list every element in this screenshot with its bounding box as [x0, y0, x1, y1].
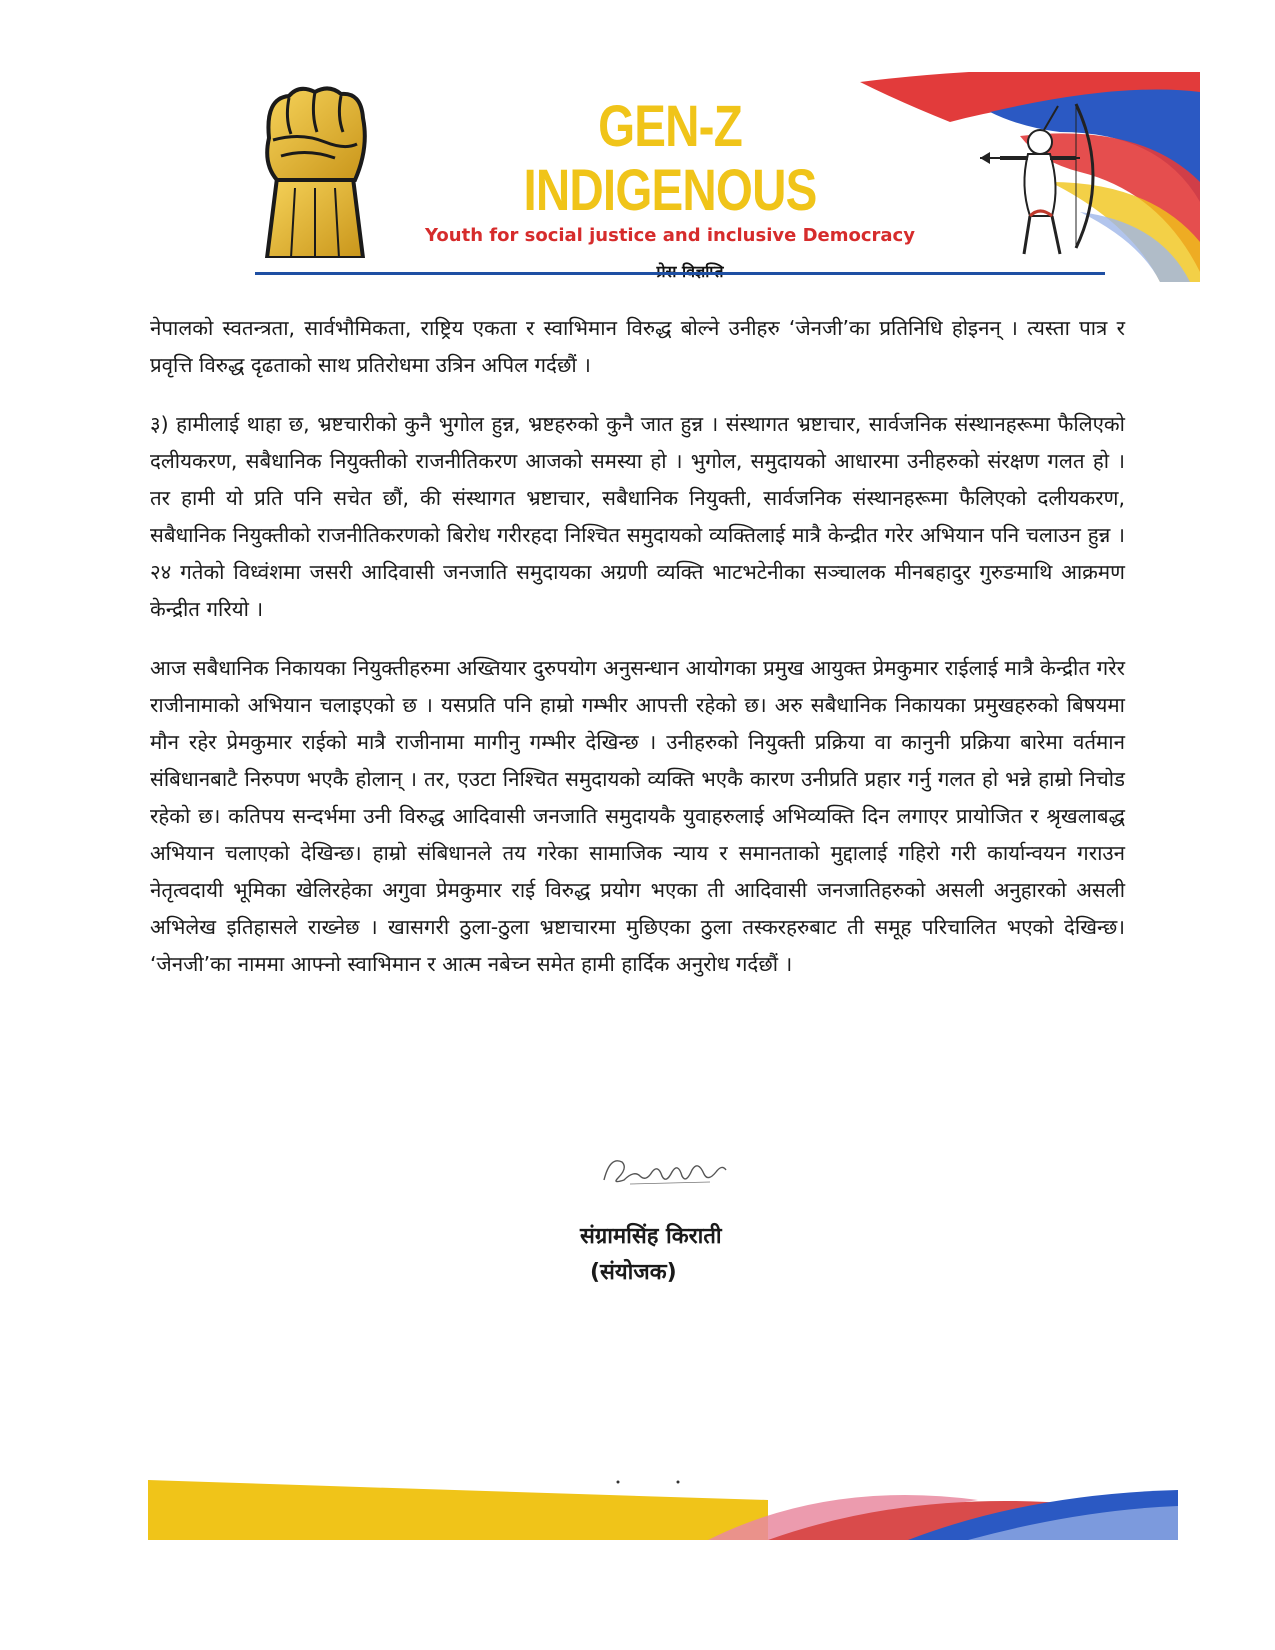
footer-band: [148, 1480, 1178, 1540]
paragraph-1: नेपालको स्वतन्त्रता, सार्वभौमिकता, राष्ट्रिय एकता र स्वाभिमान विरुद्ध बोल्ने उनीहरु ‘जेनजी’का प्रतिनिधि होइनन् । त्यस्ता पात्र र प्रवृत्ति विरुद्ध दृढताको साथ प्रतिरोधमा उत्रिन अपिल गर्दछौं ।: [150, 316, 1125, 377]
press-release-label: [400, 260, 940, 282]
header-divider: [255, 272, 1105, 275]
archer-icon: [980, 96, 1100, 256]
letterhead: [0, 0, 1275, 285]
handwritten-signature: [600, 1150, 730, 1190]
paragraph-3: आज सबैधानिक निकायका नियुक्तीहरुमा अख्तियार दुरुपयोग अनुसन्धान आयोगका प्रमुख आयुक्त प्रेमकुमार राईलाई मात्रै केन्द्रीत गरेर राजीनामाको अभियान चलाइएको छ । यसप्रति पनि हाम्रो गम्भीर आपत्ती रहेको छ। अरु सबैधानिक निकायका प्रमुखहरुको बिषयमा मौन रहेर प्रेमकुमार राईको मात्रै राजीनामा मागीनु गम्भीर देखिन्छ । उनीहरुको नियुक्ती प्रक्रिया वा कानुनी प्रक्रिया बारेमा वर्तमान संबिधानबाटै निरुपण भएकै होलान् । तर, एउटा निश्चित समुदायको व्यक्ति भएकै कारण उनीप्रति प्रहार गर्नु गलत हो भन्ने हाम्रो निचोड रहेको छ। कतिपय सन्दर्भमा उनी विरुद्ध आदिवासी जनजाति समुदायकै युवाहरुलाई अभिव्यक्ति दिन लगाएर प्रायोजित र श्रृखलाबद्ध अभियान चलाएको देखिन्छ। हाम्रो संबिधानले तय गरेका सामाजिक न्याय र समानताको मुद्दालाई गहिरो गरी कार्यान्वयन गराउन नेतृत्वदायी भूमिका खेलिरहेका अगुवा प्रेमकुमार राई विरुद्ध प्रयोग भएका ती आदिवासी जनजातिहरुको असली अनुहारको असली अभिलेख इतिहासले राख्नेछ । खासगरी ठुला-ठुला भ्रष्टाचारमा मुछिएका ठुला तस्करहरुबाट ती समूह परिचालित भएको देखिन्छ। ‘जेनजी’का नाममा आफ्नो स्वाभिमान र आत्म नबेच्न समेत हामी हार्दिक अनुरोध गर्दछौं ।: [150, 656, 1125, 976]
signatory-name: संग्रामसिंह किराती: [580, 1224, 722, 1249]
signatory-role: (संयोजक): [590, 1260, 677, 1285]
brand-tagline: Youth for social justice and inclusive Democracy: [425, 225, 915, 246]
paragraph-2: ३) हामीलाई थाहा छ, भ्रष्टचारीको कुनै भुगोल हुन्न, भ्रष्टहरुको कुनै जात हुन्न । संस्थागत भ्रष्टाचार, सार्वजनिक संस्थानहरूमा फैलिएको दलीयकरण, सबैधानिक नियुक्तीको राजनीतिकरण आजको समस्या हो । भुगोल, समुदायको आधारमा उनीहरुको संरक्षण गलत हो । तर हामी यो प्रति पनि सचेत छौं, की संस्थागत भ्रष्टाचार, सबैधानिक नियुक्ती, सार्वजनिक संस्थानहरूमा फैलिएको दलीयकरण, सबैधानिक नियुक्तीको राजनीतिकरणको बिरोध गरीरहदा निश्चित समुदायको व्यक्तिलाई मात्रै केन्द्रीत गरेर अभियान पनि चलाउन हुन्न । २४ गतेको विध्वंशमा जसरी आदिवासी जनजाति समुदायका अग्रणी व्यक्ति भाटभटेनीका सञ्चालक मीनबहादुर गुरुङमाथि आक्रमण केन्द्रीत गरियो ।: [150, 412, 1125, 621]
brand-title: GEN-Z INDIGENOUS: [523, 94, 817, 223]
press-release-body: [150, 310, 1125, 1005]
brand-block: [400, 95, 940, 282]
raised-fist-icon: [255, 78, 375, 258]
